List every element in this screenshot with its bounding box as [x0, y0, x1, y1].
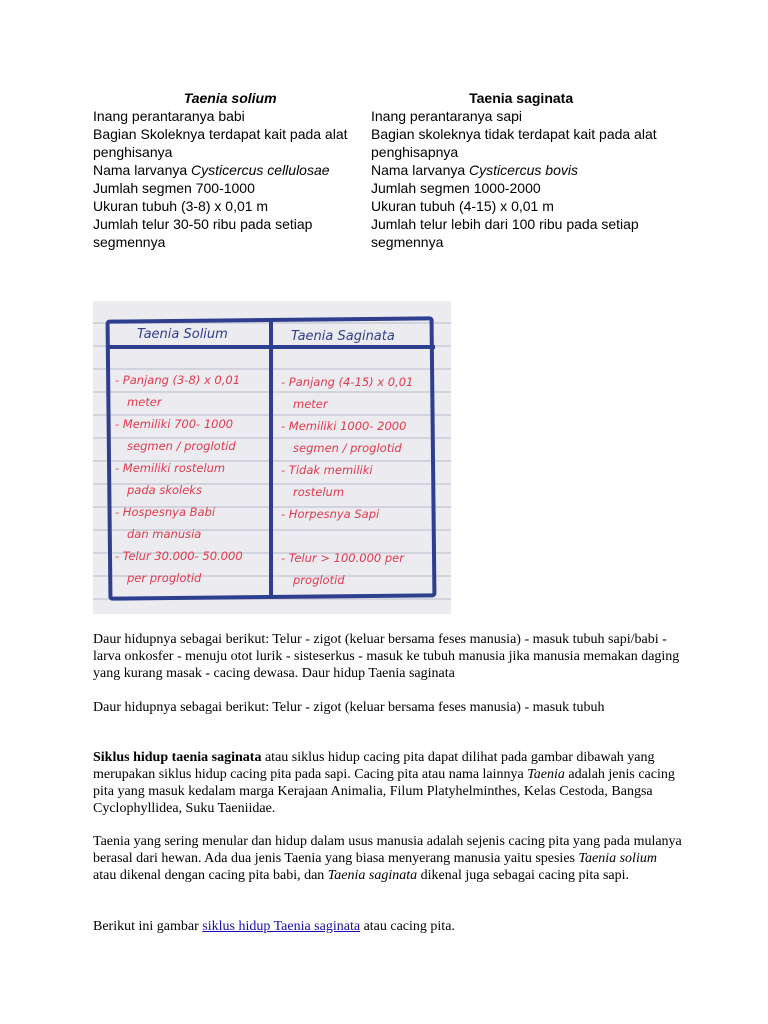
saginata-larva — [371, 161, 683, 179]
photo-text-line: - Memiliki 700- 1000 — [115, 417, 234, 431]
photo-text-line: segmen / proglotid — [127, 439, 236, 453]
comparison-header-row — [93, 89, 683, 107]
solium-size: Ukuran tubuh (3-8) x 0,01 m — [93, 198, 269, 214]
saginata-larva-name: Cysticercus bovis — [469, 162, 578, 178]
photo-text-line: dan manusia — [127, 527, 202, 541]
paragraph-text: dikenal juga sebagai cacing pita sapi. — [417, 868, 630, 883]
paragraph-italic: Taenia — [527, 767, 565, 782]
comparison-row — [93, 179, 683, 197]
photo-text-line: meter — [127, 395, 162, 409]
image-intro-paragraph — [93, 918, 683, 935]
saginata-segments: Jumlah segmen 1000-2000 — [371, 180, 541, 196]
photo-text-line: - Telur > 100.000 per — [281, 551, 404, 565]
photo-text-line: - Telur 30.000- 50.000 — [115, 549, 243, 563]
comparison-row — [93, 125, 683, 161]
taenia-saginata-heading: Taenia saginata — [469, 90, 574, 106]
solium-eggs: Jumlah telur 30-50 ribu pada setiap segmennya — [93, 216, 313, 250]
comparison-table — [93, 89, 683, 251]
saginata-lifecycle-bold: Siklus hidup taenia saginata — [93, 750, 262, 765]
paragraph-text: atau cacing pita. — [360, 919, 455, 934]
photo-text-line: - Memiliki 1000- 2000 — [281, 419, 407, 433]
taenia-solium-heading: Taenia solium — [183, 90, 277, 106]
photo-text-line: proglotid — [293, 573, 345, 587]
saginata-lifecycle-link[interactable]: siklus hidup Taenia saginata — [202, 919, 361, 934]
taenia-species-paragraph — [93, 833, 683, 884]
photo-text-line: - Memiliki rostelum — [115, 461, 226, 475]
saginata-scolex: Bagian skoleknya tidak terdapat kait pada alat penghisapnya — [371, 126, 657, 160]
saginata-eggs: Jumlah telur lebih dari 100 ribu pada setiap segmennya — [371, 216, 639, 250]
photo-saginata-column — [281, 371, 413, 591]
photo-text-line — [281, 525, 413, 547]
comparison-row — [93, 161, 683, 179]
photo-text-line: - Horpesnya Sapi — [281, 507, 380, 521]
handwritten-table-photo — [93, 301, 451, 614]
photo-header-solium: Taenia Solium — [137, 327, 228, 342]
photo-solium-column — [115, 369, 243, 589]
solium-host: Inang perantaranya babi — [93, 108, 245, 124]
paragraph-text: Berikut ini gambar — [93, 919, 203, 934]
photo-text-line: pada skoleks — [127, 483, 202, 497]
lifecycle-paragraph-1: Daur hidupnya sebagai berikut: Telur - zigot (keluar bersama feses manusia) - masuk tubuh sapi/babi - larva onkosfer - menuju otot lurik - sisteserkus - masuk ke tubuh manusia jika manusia memakan daging yang kurang masak - cacing dewasa. Daur hidup Taenia saginata — [93, 632, 680, 681]
photo-text-line: - Tidak memiliki — [281, 463, 373, 477]
saginata-larva-label: Nama larvanya — [371, 162, 470, 178]
solium-scolex: Bagian Skoleknya terdapat kait pada alat penghisanya — [93, 126, 348, 160]
solium-segments: Jumlah segmen 700-1000 — [93, 180, 255, 196]
saginata-host: Inang perantaranya sapi — [371, 108, 522, 124]
paragraph-text: atau dikenal dengan cacing pita babi, dan — [93, 868, 328, 883]
comparison-row — [93, 215, 683, 251]
photo-text-line: segmen / proglotid — [293, 441, 402, 455]
photo-text-line: - Panjang (4-15) x 0,01 — [281, 375, 414, 389]
paragraph-text: atau siklus hidup cacing pita dapat dilihat pada gambar dibawah yang merupakan siklus hidup cacing pita pada sapi. Cacing pita atau nama lainnya — [93, 750, 655, 782]
table-column-divider — [269, 318, 273, 599]
lifecycle-paragraph-2: Daur hidupnya sebagai berikut: Telur - zigot (keluar bersama feses manusia) - masuk tubuh — [93, 700, 605, 715]
solium-larva-label: Nama larvanya — [93, 162, 192, 178]
photo-text-line: - Hospesnya Babi — [115, 505, 216, 519]
paragraph-text: adalah jenis cacing pita yang masuk kedalam marga Kerajaan Animalia, Filum Platyhelminthes, Kelas Cestoda, Bangsa Cyclophyllidea, Suku Taeniidae. — [93, 767, 675, 816]
photo-text-line: rostelum — [293, 485, 345, 499]
saginata-lifecycle-paragraph — [93, 749, 683, 817]
photo-text-line: meter — [293, 397, 328, 411]
saginata-size: Ukuran tubuh (4-15) x 0,01 m — [371, 198, 554, 214]
solium-larva — [93, 161, 371, 179]
comparison-row — [93, 197, 683, 215]
paragraph-italic: Taenia solium — [578, 851, 657, 866]
photo-header-saginata: Taenia Saginata — [291, 329, 395, 344]
paragraph-text: Taenia yang sering menular dan hidup dalam usus manusia adalah sejenis cacing pita yang pada mulanya berasal dari hewan. Ada dua jenis Taenia yang biasa menyerang manusia yaitu spesies — [93, 834, 682, 866]
photo-text-line: - Panjang (3-8) x 0,01 — [115, 373, 241, 387]
paragraph-italic: Taenia saginata — [327, 868, 418, 883]
solium-larva-name: Cysticercus cellulosae — [191, 162, 330, 178]
photo-text-line: per proglotid — [127, 571, 202, 585]
comparison-row — [93, 107, 683, 125]
